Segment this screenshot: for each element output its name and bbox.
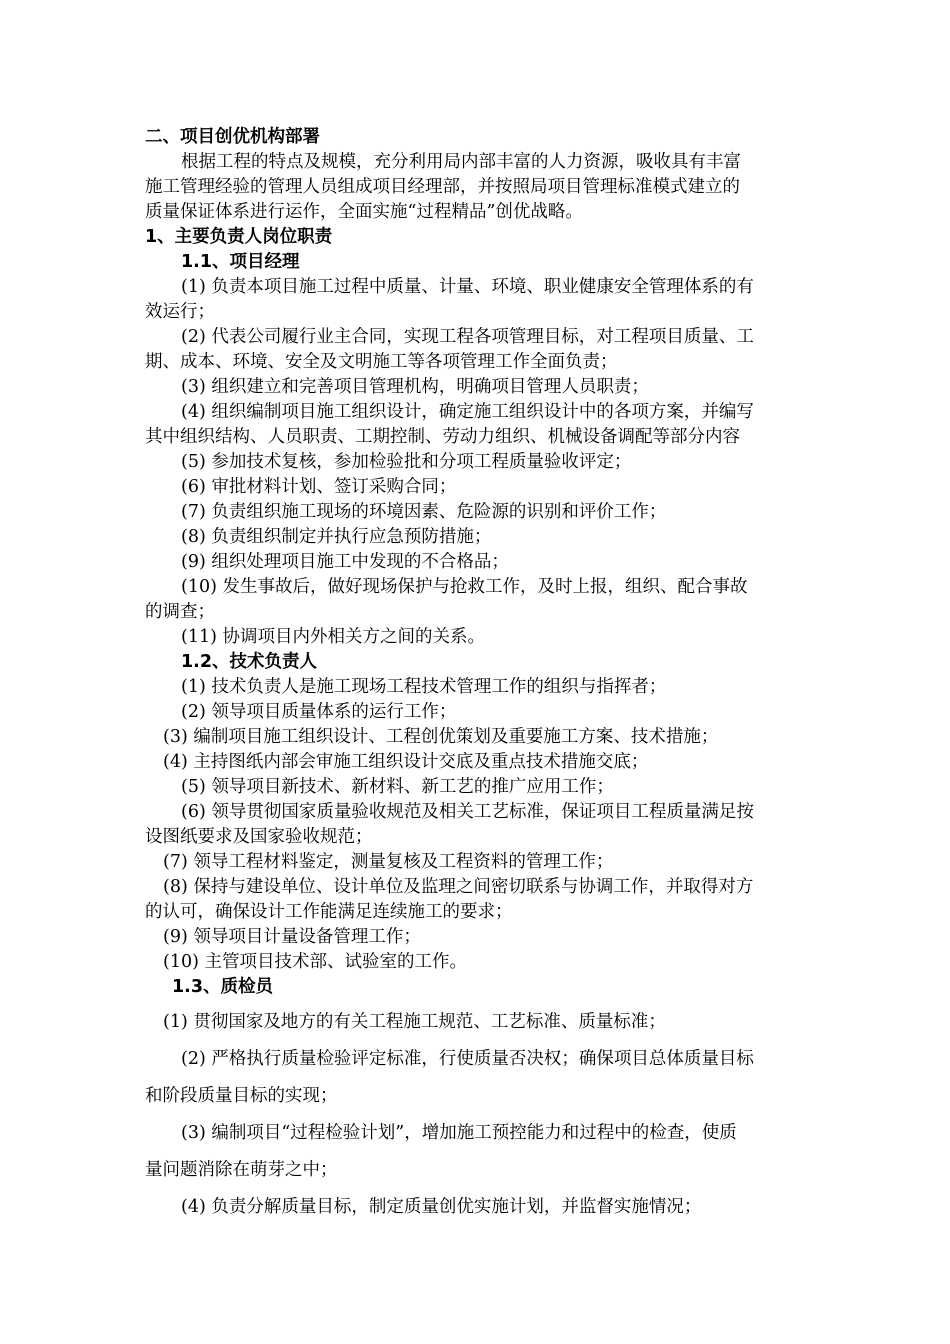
pm-duty-line: (10) 发生事故后，做好现场保护与抢救工作，及时上报，组织、配合事故 <box>181 577 748 597</box>
pm-duty-line: (5) 参加技术复核，参加检验批和分项工程质量验收评定； <box>181 452 632 472</box>
tech-duty-line: (5) 领导项目新技术、新材料、新工艺的推广应用工作； <box>181 777 614 797</box>
section-title: 二、项目创优机构部署 <box>145 127 320 147</box>
tech-duty-line: 的认可，确保设计工作能满足连续施工的要求； <box>145 902 513 922</box>
qc-duty-line: (3) 编制项目“过程检验计划”，增加施工预控能力和过程中的检查，使质 <box>181 1123 737 1143</box>
heading-1-1: 1.1、项目经理 <box>181 252 300 272</box>
qc-duty-line: (2) 严格执行质量检验评定标准，行使质量否决权；确保项目总体质量目标 <box>181 1049 754 1069</box>
pm-duty-line: (2) 代表公司履行业主合同，实现工程各项管理目标，对工程项目质量、工 <box>181 327 754 347</box>
intro-line: 施工管理经验的管理人员组成项目经理部，并按照局项目管理标准模式建立的 <box>145 177 740 197</box>
heading-1-2: 1.2、技术负责人 <box>181 652 318 672</box>
qc-duty-line: (4) 负责分解质量目标，制定质量创优实施计划，并监督实施情况； <box>181 1197 702 1217</box>
tech-duty-line: (6) 领导贯彻国家质量验收规范及相关工艺标准，保证项目工程质量满足按 <box>181 802 754 822</box>
tech-duty-line: (10) 主管项目技术部、试验室的工作。 <box>163 952 467 972</box>
tech-duty-line: 设图纸要求及国家验收规范； <box>145 827 373 847</box>
qc-duty-line: 量问题消除在萌芽之中； <box>145 1160 338 1180</box>
tech-duty-line: (4) 主持图纸内部会审施工组织设计交底及重点技术措施交底； <box>163 752 649 772</box>
qc-duty-line: 和阶段质量目标的实现； <box>145 1086 338 1106</box>
tech-duty-line: (8) 保持与建设单位、设计单位及监理之间密切联系与协调工作，并取得对方 <box>163 877 754 897</box>
pm-duty-line: (1) 负责本项目施工过程中质量、计量、环境、职业健康安全管理体系的有 <box>181 277 754 297</box>
intro-line: 根据工程的特点及规模，充分利用局内部丰富的人力资源，吸收具有丰富 <box>181 152 741 172</box>
qc-duty-line: (1) 贯彻国家及地方的有关工程施工规范、工艺标准、质量标准； <box>163 1012 666 1032</box>
pm-duty-line: 期、成本、环境、安全及文明施工等各项管理工作全面负责； <box>145 352 618 372</box>
pm-duty-line: (7) 负责组织施工现场的环境因素、危险源的识别和评价工作； <box>181 502 667 522</box>
pm-duty-line: (6) 审批材料计划、签订采购合同； <box>181 477 457 497</box>
pm-duty-line: (8) 负责组织制定并执行应急预防措施； <box>181 527 492 547</box>
pm-duty-line: 的调查； <box>145 602 215 622</box>
pm-duty-line: (11) 协调项目内外相关方之间的关系。 <box>181 627 485 647</box>
heading-1: 1、主要负责人岗位职责 <box>145 227 333 247</box>
tech-duty-line: (2) 领导项目质量体系的运行工作； <box>181 702 457 722</box>
pm-duty-line: 其中组织结构、人员职责、工期控制、劳动力组织、机械设备调配等部分内容 <box>145 427 740 447</box>
tech-duty-line: (7) 领导工程材料鉴定，测量复核及工程资料的管理工作； <box>163 852 614 872</box>
pm-duty-line: (4) 组织编制项目施工组织设计，确定施工组织设计中的各项方案，并编写 <box>181 402 754 422</box>
heading-1-3: 1.3、质检员 <box>172 977 274 997</box>
pm-duty-line: (9) 组织处理项目施工中发现的不合格品； <box>181 552 509 572</box>
pm-duty-line: 效运行； <box>145 302 215 322</box>
tech-duty-line: (1) 技术负责人是施工现场工程技术管理工作的组织与指挥者； <box>181 677 667 697</box>
intro-line: 质量保证体系进行运作，全面实施“过程精品”创优战略。 <box>145 202 583 222</box>
tech-duty-line: (9) 领导项目计量设备管理工作； <box>163 927 421 947</box>
tech-duty-line: (3) 编制项目施工组织设计、工程创优策划及重要施工方案、技术措施； <box>163 727 719 747</box>
pm-duty-line: (3) 组织建立和完善项目管理机构，明确项目管理人员职责； <box>181 377 649 397</box>
